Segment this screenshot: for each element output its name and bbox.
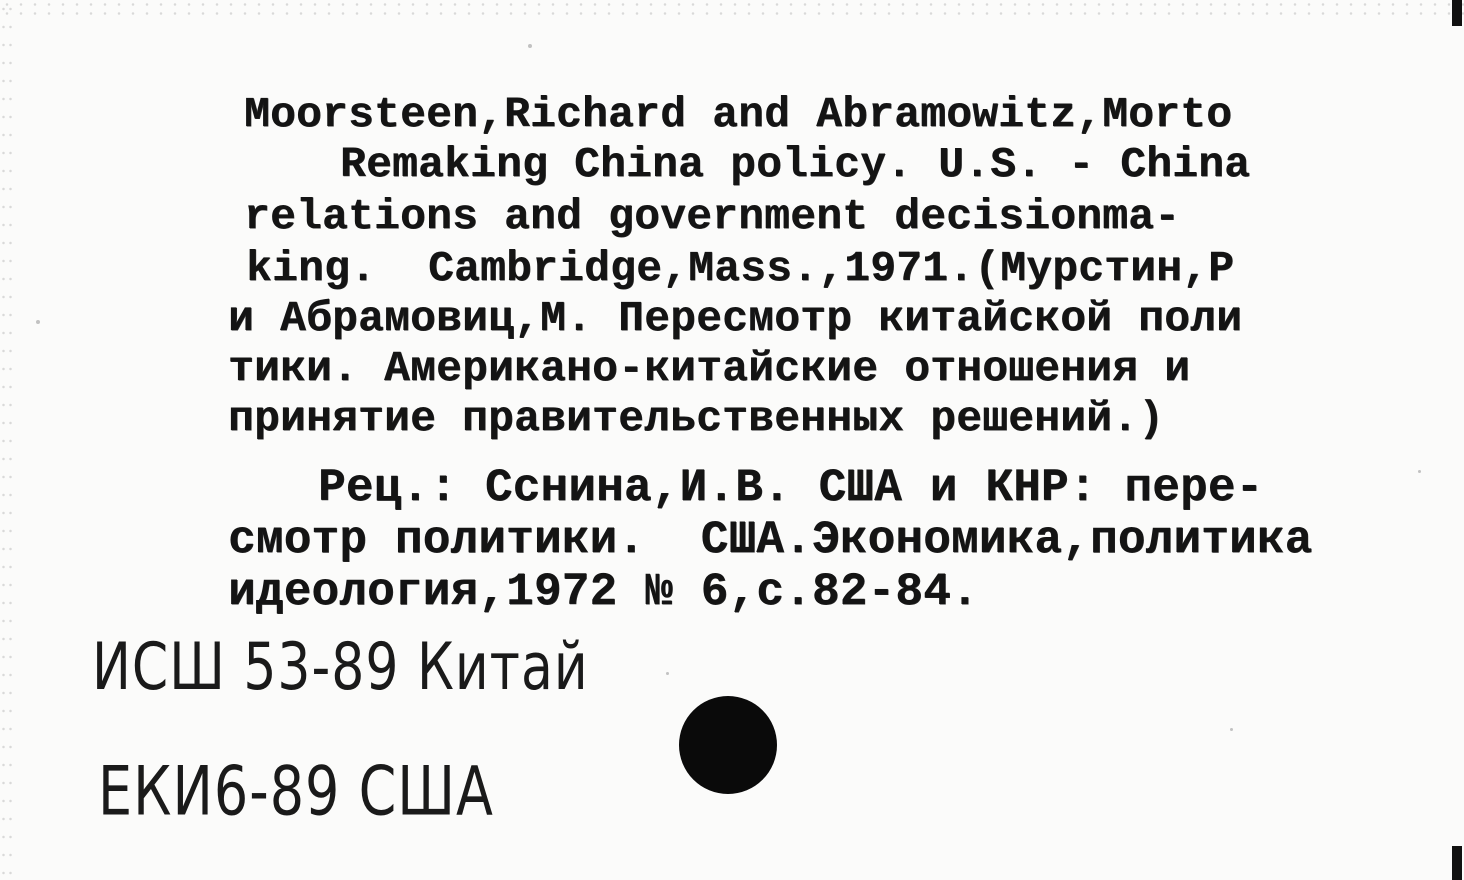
- scan-edge-mark-top: [1452, 0, 1462, 26]
- entry-text-line: и Абрамовиц,М. Пересмотр китайской поли: [228, 294, 1243, 343]
- entry-text-line: relations and government decisionma-: [244, 192, 1181, 241]
- scan-speck: [36, 320, 40, 324]
- entry-text-line: тики. Американо-китайские отношения и: [228, 344, 1191, 393]
- scan-edge-mark-bottom: [1452, 846, 1462, 880]
- punch-hole: [679, 696, 777, 794]
- scan-edge-left: [0, 0, 14, 880]
- handwritten-shelfmark: ИСШ 53-89 Китай: [92, 630, 589, 705]
- review-line: смотр политики. США.Экономика,политика: [228, 514, 1313, 566]
- handwritten-shelfmark: ЕКИ6-89 США: [98, 752, 494, 831]
- scan-speck: [528, 44, 532, 48]
- review-line: Рец.: Сснина,И.В. США и КНР: пере-: [318, 462, 1264, 514]
- entry-title-line: Remaking China policy. U.S. - China: [340, 140, 1251, 189]
- scan-speck: [1418, 470, 1421, 473]
- scan-speck: [1230, 728, 1233, 731]
- entry-text-line: принятие правительственных решений.): [228, 394, 1165, 443]
- entry-text-line: king. Cambridge,Mass.,1971.(Мурстин,Р: [246, 244, 1235, 293]
- scan-speck: [666, 672, 669, 675]
- entry-author-line: Moorsteen,Richard and Abramowitz,Morto: [244, 90, 1233, 139]
- scan-edge-top: [0, 0, 1464, 18]
- review-line: идеология,1972 № 6,с.82-84.: [228, 566, 979, 618]
